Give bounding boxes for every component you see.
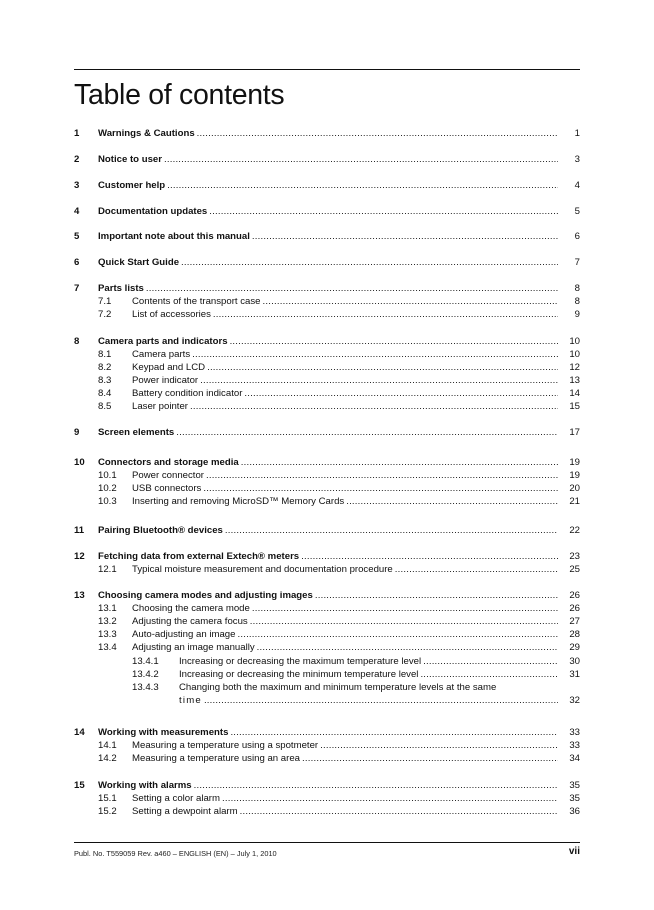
toc-entry[interactable] (74, 603, 580, 615)
toc-entry-title: Pairing Bluetooth® devices (98, 525, 223, 536)
toc-entry[interactable] (74, 590, 580, 602)
toc-entry-page: 19 (569, 457, 580, 468)
toc-leader-dots (176, 427, 558, 439)
toc-leader-dots (225, 525, 558, 537)
toc-entry-title: Increasing or decreasing the maximum temperature level (179, 656, 422, 667)
toc-entry[interactable] (74, 669, 580, 681)
toc-entry-title: Measuring a temperature using an area (132, 753, 300, 764)
toc-entry[interactable] (74, 525, 580, 537)
toc-entry-title: Working with measurements (98, 727, 229, 738)
toc-entry-page: 8 (574, 283, 580, 294)
toc-entry-page: 6 (574, 231, 580, 242)
toc-entry-page: 33 (569, 727, 580, 738)
toc-entry-title: Changing both the maximum and minimum temperature levels at the same (179, 682, 497, 693)
toc-entry-page: 35 (569, 793, 580, 804)
toc-entry[interactable] (74, 483, 580, 495)
toc-leader-dots (250, 616, 558, 628)
toc-entry[interactable] (74, 375, 580, 387)
toc-leader-dots (301, 551, 558, 563)
toc-entry-number: 14.1 (98, 740, 117, 751)
toc-entry-page: 19 (569, 470, 580, 481)
toc-leader-dots (167, 180, 558, 192)
toc-entry[interactable] (74, 388, 580, 400)
toc-entry[interactable] (74, 362, 580, 374)
toc-entry[interactable] (74, 642, 580, 654)
toc-entry-number: 7.2 (98, 309, 112, 320)
toc-entry-title: Important note about this manual (98, 231, 250, 242)
toc-entry-page: 3 (574, 154, 580, 165)
toc-entry-number: 9 (74, 427, 80, 438)
toc-leader-dots (315, 590, 558, 602)
toc-entry-page: 22 (569, 525, 580, 536)
toc-entry-number: 13.2 (98, 616, 117, 627)
toc-entry-page: 5 (574, 206, 580, 217)
toc-entry-number: 8.5 (98, 401, 112, 412)
toc-entry-page: 12 (569, 362, 580, 373)
toc-entry-number: 15 (74, 780, 85, 791)
toc-leader-dots (192, 349, 558, 361)
toc-entry[interactable] (74, 296, 580, 308)
top-rule (74, 69, 580, 70)
toc-entry-page: 26 (569, 590, 580, 601)
toc-leader-dots (190, 401, 558, 413)
toc-leader-dots (200, 375, 558, 387)
toc-entry-title: Notice to user (98, 154, 162, 165)
toc-entry-title: Laser pointer (132, 401, 188, 412)
toc-entry[interactable] (74, 231, 580, 243)
toc-entry-title: Documentation updates (98, 206, 208, 217)
toc-entry-number: 3 (74, 180, 80, 191)
toc-leader-dots (252, 603, 558, 615)
toc-entry-title: Connectors and storage media (98, 457, 239, 468)
page-title: Table of contents (74, 79, 285, 111)
toc-leader-dots (209, 206, 558, 218)
toc-leader-dots (207, 362, 558, 374)
toc-entry-number: 13.4.3 (132, 682, 159, 693)
toc-leader-dots (244, 388, 558, 400)
toc-entry-page: 31 (569, 669, 580, 680)
toc-entry-title: Quick Start Guide (98, 257, 180, 268)
toc-entry-title: Typical moisture measurement and documentation procedure (132, 564, 393, 575)
toc-entry-number: 10.1 (98, 470, 117, 481)
toc-leader-dots (203, 483, 558, 495)
toc-entry[interactable] (74, 154, 580, 166)
toc-entry-number: 7 (74, 283, 80, 294)
toc-entry[interactable] (74, 551, 580, 563)
toc-entry-number: 13.3 (98, 629, 117, 640)
toc-entry-title: Keypad and LCD (132, 362, 206, 373)
toc-entry-title: Power indicator (132, 375, 199, 386)
toc-entry-title: Battery condition indicator (132, 388, 243, 399)
toc-leader-dots (164, 154, 558, 166)
toc-entry-page: 9 (574, 309, 580, 320)
toc-entry[interactable] (74, 780, 580, 792)
toc-entry[interactable] (74, 349, 580, 361)
toc-entry[interactable] (74, 629, 580, 641)
toc-entry-number: 13.4 (98, 642, 117, 653)
toc-entry-number: 8.3 (98, 375, 112, 386)
toc-entry[interactable] (74, 309, 580, 321)
toc-entry-number: 8.4 (98, 388, 112, 399)
toc-entry-title: Auto-adjusting an image (132, 629, 236, 640)
toc-entry-page: 13 (569, 375, 580, 386)
toc-entry-number: 8 (74, 336, 80, 347)
toc-entry[interactable] (74, 470, 580, 482)
toc-leader-dots (213, 309, 558, 321)
toc-entry-title: Power connector (132, 470, 204, 481)
toc-entry-title: Fetching data from external Extech® meters (98, 551, 300, 562)
toc-entry-title: Parts lists (98, 283, 144, 294)
toc-entry[interactable] (74, 336, 580, 348)
toc-leader-dots (423, 656, 558, 668)
toc-leader-dots (206, 470, 558, 482)
toc-entry-number: 5 (74, 231, 80, 242)
toc-entry-page: 1 (574, 128, 580, 139)
toc-entry-title: Increasing or decreasing the minimum temperature level (179, 669, 419, 680)
toc-leader-dots (194, 780, 558, 792)
toc-entry-number: 12.1 (98, 564, 117, 575)
toc-entry-page: 36 (569, 806, 580, 817)
toc-entry-number: 10.2 (98, 483, 117, 494)
toc-leader-dots (302, 753, 558, 765)
toc-leader-dots (263, 296, 558, 308)
toc-leader-dots (230, 727, 558, 739)
toc-entry-number: 8.1 (98, 349, 112, 360)
toc-entry-page: 23 (569, 551, 580, 562)
toc-entry-page: 33 (569, 740, 580, 751)
toc-entry-page: 20 (569, 483, 580, 494)
toc-entry-title: Camera parts and indicators (98, 336, 228, 347)
toc-entry-number: 15.1 (98, 793, 117, 804)
toc-entry-title-continuation: time (179, 695, 202, 706)
toc-entry[interactable] (74, 180, 580, 192)
toc-leader-dots (197, 128, 558, 140)
toc-entry-title: Camera parts (132, 349, 191, 360)
toc-entry[interactable] (74, 401, 580, 413)
toc-entry-number: 13 (74, 590, 85, 601)
toc-entry-title: Working with alarms (98, 780, 192, 791)
toc-entry[interactable] (74, 656, 580, 668)
toc-entry[interactable] (74, 806, 580, 818)
toc-entry-number: 13.4.2 (132, 669, 159, 680)
toc-entry-title: Adjusting the camera focus (132, 616, 248, 627)
toc-leader-dots (181, 257, 558, 269)
toc-entry[interactable] (74, 257, 580, 269)
toc-entry-number: 14 (74, 727, 85, 738)
toc-leader-dots (252, 231, 558, 243)
toc-entry-number: 13.1 (98, 603, 117, 614)
toc-entry-page: 25 (569, 564, 580, 575)
toc-entry-title: Inserting and removing MicroSD™ Memory Cards (132, 496, 345, 507)
toc-entry-title: Choosing camera modes and adjusting images (98, 590, 313, 601)
toc-entry-title: USB connectors (132, 483, 202, 494)
toc-leader-dots (237, 629, 558, 641)
footer-page-number: vii (568, 846, 580, 857)
toc-entry-title: List of accessories (132, 309, 211, 320)
toc-entry[interactable] (74, 727, 580, 739)
toc-entry-page: 4 (574, 180, 580, 191)
toc-entry-number: 14.2 (98, 753, 117, 764)
toc-entry-number: 4 (74, 206, 80, 217)
toc-entry-number: 10.3 (98, 496, 117, 507)
toc-entry[interactable] (74, 128, 580, 140)
toc-entry[interactable] (74, 793, 580, 805)
toc-leader-dots (420, 669, 558, 681)
toc-leader-dots (222, 793, 558, 805)
bottom-rule (74, 842, 580, 843)
toc-entry-title: Customer help (98, 180, 166, 191)
toc-entry-number: 7.1 (98, 296, 112, 307)
toc-entry-number: 12 (74, 551, 85, 562)
toc-entry[interactable] (74, 740, 580, 752)
toc-entry-title: Choosing the camera mode (132, 603, 250, 614)
toc-entry-page: 29 (569, 642, 580, 653)
toc-entry-title: Measuring a temperature using a spotmeter (132, 740, 319, 751)
toc-entry-page: 34 (569, 753, 580, 764)
toc-leader-dots (241, 457, 558, 469)
toc-entry[interactable] (74, 682, 580, 706)
toc-entry-page: 10 (569, 349, 580, 360)
toc-leader-dots (395, 564, 558, 576)
toc-entry-page: 27 (569, 616, 580, 627)
toc-entry-number: 10 (74, 457, 85, 468)
toc-entry-page: 26 (569, 603, 580, 614)
toc-entry-page: 14 (569, 388, 580, 399)
toc-entry-number: 8.2 (98, 362, 112, 373)
toc-entry-page: 8 (574, 296, 580, 307)
toc-entry-page: 10 (569, 336, 580, 347)
toc-entry[interactable] (74, 564, 580, 576)
toc-entry-title: Warnings & Cautions (98, 128, 195, 139)
toc-entry[interactable] (74, 496, 580, 508)
toc-entry[interactable] (74, 206, 580, 218)
toc-leader-dots (257, 642, 558, 654)
toc-entry-title: Contents of the transport case (132, 296, 261, 307)
toc-entry-title: Setting a dewpoint alarm (132, 806, 238, 817)
toc-entry-page: 7 (574, 257, 580, 268)
toc-entry-page: 30 (569, 656, 580, 667)
toc-entry-page: 28 (569, 629, 580, 640)
toc-entry-page: 15 (569, 401, 580, 412)
toc-entry-page: 35 (569, 780, 580, 791)
toc-entry-number: 2 (74, 154, 80, 165)
toc-entry-number: 1 (74, 128, 80, 139)
toc-entry[interactable] (74, 427, 580, 439)
toc-entry-page: 21 (569, 496, 580, 507)
toc-entry[interactable] (74, 616, 580, 628)
toc-entry-number: 15.2 (98, 806, 117, 817)
toc-entry-page: 32 (569, 695, 580, 706)
toc-entry-page: 17 (569, 427, 580, 438)
toc-entry-title: Adjusting an image manually (132, 642, 255, 653)
toc-entry-number: 11 (74, 525, 85, 536)
toc-entry-title: Setting a color alarm (132, 793, 220, 804)
toc-leader-dots (146, 283, 558, 295)
toc-leader-dots (230, 336, 558, 348)
toc-entry-number: 6 (74, 257, 80, 268)
toc-entry[interactable] (74, 457, 580, 469)
toc-leader-dots (204, 695, 558, 707)
toc-leader-dots (240, 806, 558, 818)
toc-leader-dots (346, 496, 558, 508)
footer-publication-info: Publ. No. T559059 Rev. a460 – ENGLISH (EN) – July 1, 2010 (74, 849, 277, 858)
toc-entry[interactable] (74, 283, 580, 295)
toc-entry[interactable] (74, 753, 580, 765)
toc-entry-title: Screen elements (98, 427, 175, 438)
toc-leader-dots (320, 740, 558, 752)
toc-entry-number: 13.4.1 (132, 656, 159, 667)
